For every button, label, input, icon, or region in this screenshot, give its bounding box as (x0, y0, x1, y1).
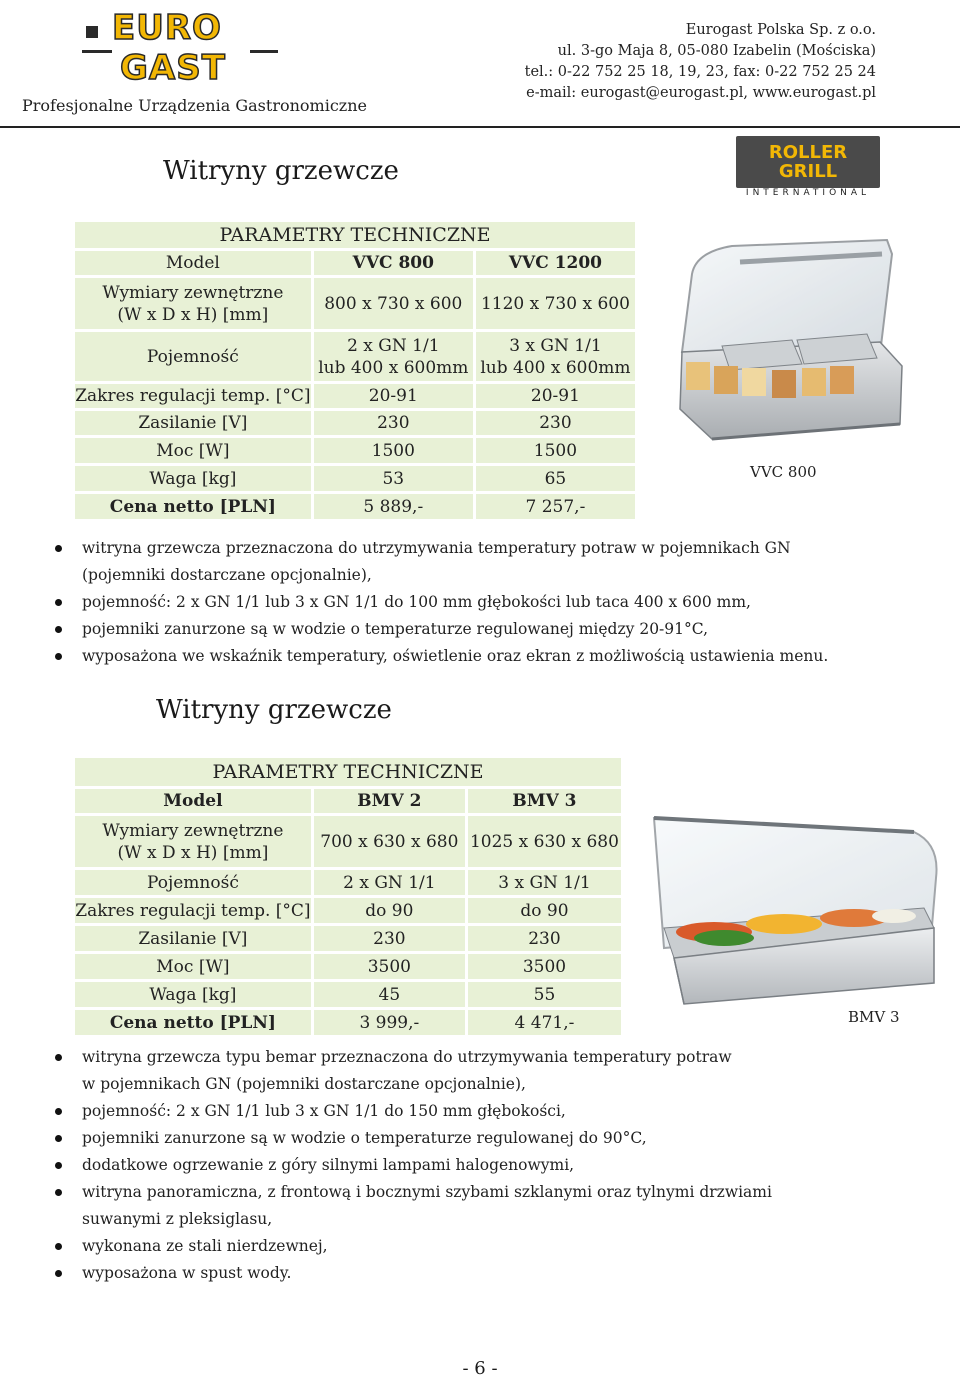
cell-value: 1120 x 730 x 600 (474, 277, 636, 331)
table-row (74, 410, 637, 437)
company-contact: e-mail: eurogast@eurogast.pl, www.eurogast.pl (526, 85, 876, 101)
row-label: Waga [kg] (74, 981, 313, 1009)
section1-title: Witryny grzewcze (163, 156, 399, 186)
table-row (74, 925, 623, 953)
brand-line2: GRILL (778, 161, 838, 182)
section1-feature-list (52, 535, 932, 670)
bmv3-caption: BMV 3 (848, 1008, 900, 1026)
cell-value: BMV 3 (466, 788, 622, 815)
cell-value: 700 x 630 x 680 (312, 815, 466, 869)
cell-value: 4 471,- (466, 1009, 622, 1037)
table-row (74, 1009, 623, 1037)
row-label: Pojemność (74, 331, 313, 383)
cell-value: 230 (312, 410, 474, 437)
company-address (476, 20, 876, 104)
cell-value: 20-91 (312, 383, 474, 410)
table-row (74, 437, 637, 465)
eurogast-logo (82, 6, 282, 90)
continuation-text: suwanymi z pleksiglasu, (82, 1210, 273, 1228)
brand-line1: ROLLER (768, 142, 848, 163)
cell-value: 5 889,- (312, 493, 474, 521)
cell-value: 53 (312, 465, 474, 493)
cell-value: 230 (312, 925, 466, 953)
table-row (74, 383, 637, 410)
list-item: witryna grzewcza przeznaczona do utrzymywania temperatury potraw w pojemnikach GN (52, 535, 932, 562)
logo-word-gast: GAST (120, 48, 226, 88)
cell-value: 3500 (466, 953, 622, 981)
list-item: wykonana ze stali nierdzewnej, (52, 1233, 932, 1260)
cell-value: 45 (312, 981, 466, 1009)
table-row (74, 953, 623, 981)
cell-value: 3500 (312, 953, 466, 981)
row-label (74, 815, 313, 869)
row-label: Model (74, 788, 313, 815)
cell-value: 1025 x 630 x 680 (466, 815, 622, 869)
cell-value: 230 (474, 410, 636, 437)
row-label: Cena netto [PLN] (74, 493, 313, 521)
cell-value: 800 x 730 x 600 (312, 277, 474, 331)
cell-value: BMV 2 (312, 788, 466, 815)
page-number: - 6 - (462, 1358, 498, 1379)
row-label: Zasilanie [V] (74, 410, 313, 437)
row-label: Zakres regulacji temp. [°C] (74, 383, 313, 410)
table-heading: PARAMETRY TECHNICZNE (74, 757, 623, 788)
value-line: 3 x GN 1/1 (509, 335, 602, 356)
list-item-continuation (52, 1206, 932, 1233)
spec-table-vvc (72, 219, 638, 522)
row-label: Moc [W] (74, 437, 313, 465)
cell-value: 20-91 (474, 383, 636, 410)
list-item: wyposażona w spust wody. (52, 1260, 932, 1287)
company-phone: tel.: 0-22 752 25 18, 19, 23, fax: 0-22 752 25 24 (524, 64, 876, 80)
list-item-continuation (52, 1071, 932, 1098)
label-line: Wymiary zewnętrzne (102, 282, 284, 303)
value-line: lub 400 x 600mm (480, 357, 631, 378)
value-line: 2 x GN 1/1 (347, 335, 440, 356)
company-name: Eurogast Polska Sp. z o.o. (685, 22, 876, 38)
list-item: dodatkowe ogrzewanie z góry silnymi lampami halogenowymi, (52, 1152, 932, 1179)
label-line: (W x D x H) [mm] (117, 842, 269, 863)
table-row (74, 869, 623, 897)
continuation-text: w pojemnikach GN (pojemniki dostarczane opcjonalnie), (82, 1075, 526, 1093)
table-row (74, 493, 637, 521)
vvc800-product-image (652, 234, 910, 444)
list-item: pojemniki zanurzone są w wodzie o temperaturze regulowanej do 90°C, (52, 1125, 932, 1152)
cell-value: 55 (466, 981, 622, 1009)
brand-sub: INTERNATIONAL (745, 188, 871, 198)
list-item: pojemność: 2 x GN 1/1 lub 3 x GN 1/1 do 150 mm głębokości, (52, 1098, 932, 1125)
continuation-text: (pojemniki dostarczane opcjonalnie), (82, 566, 372, 584)
row-label: Zasilanie [V] (74, 925, 313, 953)
table-row (74, 897, 623, 925)
header-divider (0, 126, 960, 128)
logo-word-euro: EURO (112, 8, 222, 48)
spec-table-bmv (72, 755, 624, 1038)
row-label: Moc [W] (74, 953, 313, 981)
cell-value (312, 331, 474, 383)
cell-value (474, 331, 636, 383)
company-street: ul. 3-go Maja 8, 05-080 Izabelin (Mościska) (557, 43, 876, 59)
section2-title: Witryny grzewcze (156, 695, 392, 725)
list-item-continuation (52, 562, 932, 589)
table-row (74, 788, 623, 815)
list-item: pojemność: 2 x GN 1/1 lub 3 x GN 1/1 do 100 mm głębokości lub taca 400 x 600 mm, (52, 589, 932, 616)
table-row (74, 815, 623, 869)
row-label: Model (74, 250, 313, 277)
cell-value: do 90 (466, 897, 622, 925)
table-row (74, 250, 637, 277)
section2-feature-list (52, 1044, 932, 1287)
row-label (74, 277, 313, 331)
list-item: wyposażona we wskaźnik temperatury, oświetlenie oraz ekran z możliwością ustawienia menu. (52, 643, 932, 670)
cell-value: 65 (474, 465, 636, 493)
cell-value: 3 x GN 1/1 (466, 869, 622, 897)
list-item: pojemniki zanurzone są w wodzie o temperaturze regulowanej między 20-91°C, (52, 616, 932, 643)
label-line: (W x D x H) [mm] (117, 304, 269, 325)
bmv3-product-image (644, 808, 942, 1008)
cell-value: VVC 1200 (474, 250, 636, 277)
cell-value: 7 257,- (474, 493, 636, 521)
cell-value: 3 999,- (312, 1009, 466, 1037)
label-line: Wymiary zewnętrzne (102, 820, 284, 841)
cell-value: 1500 (474, 437, 636, 465)
cell-value: 1500 (312, 437, 474, 465)
table-heading: PARAMETRY TECHNICZNE (74, 221, 637, 250)
cell-value: 2 x GN 1/1 (312, 869, 466, 897)
list-item: witryna panoramiczna, z frontową i bocznymi szybami szklanymi oraz tylnymi drzwiami (52, 1179, 932, 1206)
vvc800-caption: VVC 800 (750, 463, 817, 481)
row-label: Waga [kg] (74, 465, 313, 493)
company-tagline: Profesjonalne Urządzenia Gastronomiczne (22, 96, 367, 115)
row-label: Zakres regulacji temp. [°C] (74, 897, 313, 925)
roller-grill-logo (736, 136, 880, 200)
table-row (74, 277, 637, 331)
cell-value: 230 (466, 925, 622, 953)
table-row (74, 465, 637, 493)
row-label: Pojemność (74, 869, 313, 897)
value-line: lub 400 x 600mm (318, 357, 469, 378)
cell-value: VVC 800 (312, 250, 474, 277)
row-label: Cena netto [PLN] (74, 1009, 313, 1037)
list-item: witryna grzewcza typu bemar przeznaczona do utrzymywania temperatury potraw (52, 1044, 932, 1071)
table-row (74, 981, 623, 1009)
cell-value: do 90 (312, 897, 466, 925)
table-row (74, 331, 637, 383)
